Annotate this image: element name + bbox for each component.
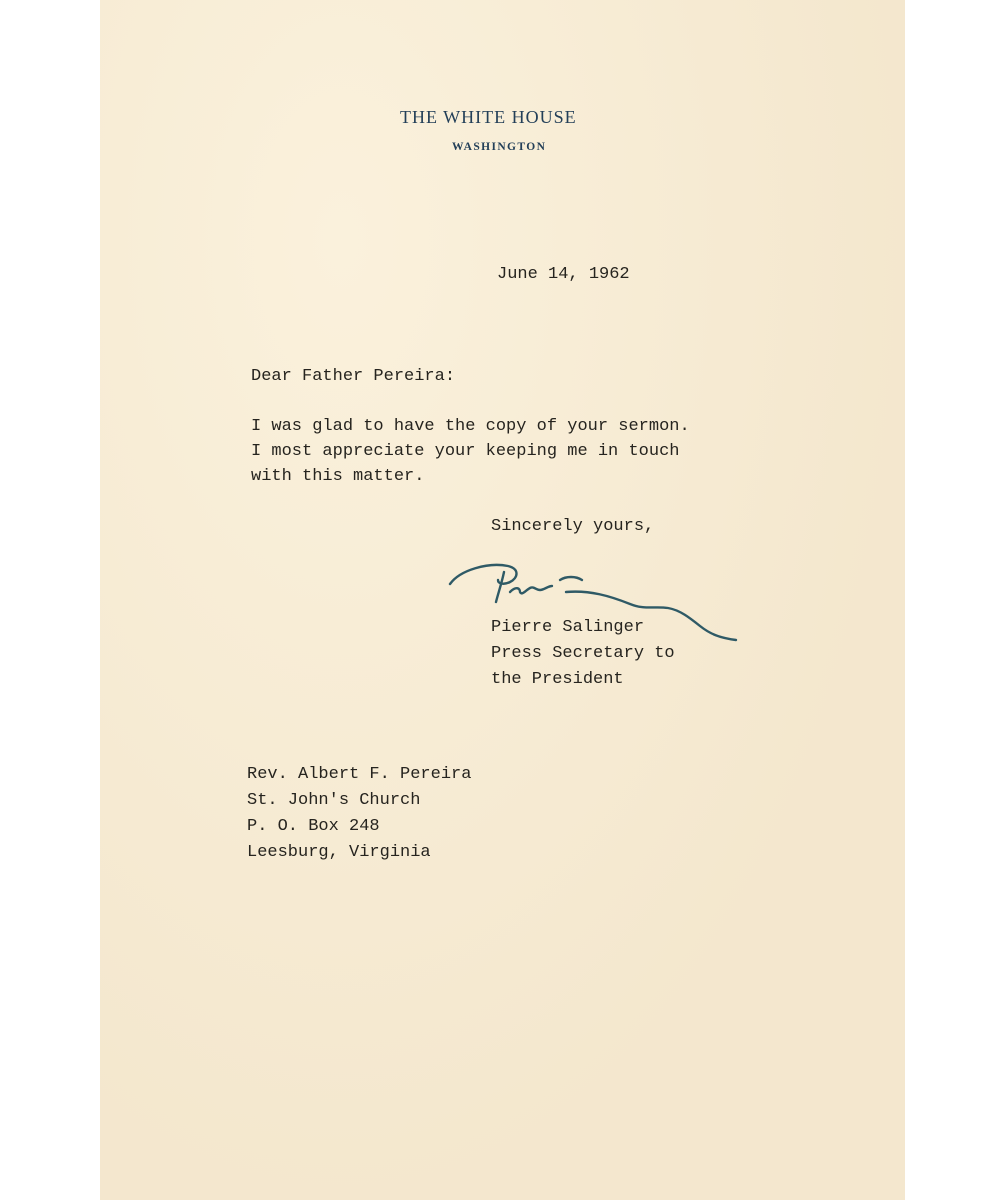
body-line: with this matter. <box>251 467 425 486</box>
recipient-address <box>247 762 471 866</box>
closing: Sincerely yours, <box>491 517 655 536</box>
address-line: St. John's Church <box>247 791 421 810</box>
address-line: Rev. Albert F. Pereira <box>247 765 472 784</box>
signature-block <box>491 615 675 693</box>
signer-title: Press Secretary to <box>491 644 675 663</box>
letterhead-location: WASHINGTON <box>452 141 547 153</box>
signer-title-cont: the President <box>491 670 624 689</box>
letter-page <box>100 0 905 1200</box>
address-line: Leesburg, Virginia <box>247 843 431 862</box>
salutation: Dear Father Pereira: <box>251 367 456 386</box>
body-line: I most appreciate your keeping me in touch <box>251 442 680 461</box>
letterhead-title: THE WHITE HOUSE <box>400 107 577 127</box>
body-line: I was glad to have the copy of your sermon. <box>251 417 690 436</box>
letter-body <box>251 414 690 489</box>
address-line: P. O. Box 248 <box>247 817 380 836</box>
letter-date: June 14, 1962 <box>497 265 630 284</box>
signer-name: Pierre Salinger <box>491 618 645 637</box>
